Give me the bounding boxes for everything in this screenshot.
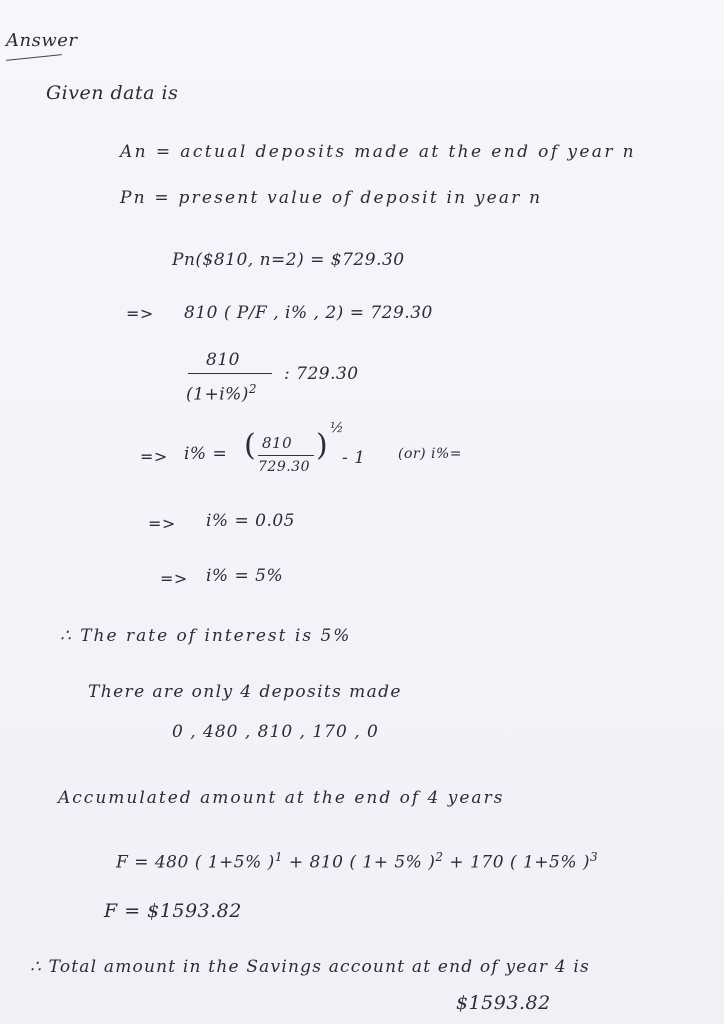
step-pf-equation: 810 ( P/F , i% , 2) = 729.30 xyxy=(184,303,433,323)
accumulated-title: Accumulated amount at the end of 4 years xyxy=(58,788,505,808)
future-value-result: F = $1593.82 xyxy=(104,900,242,922)
formula-term-1: F = 480 ( 1+5% ) xyxy=(116,852,275,873)
step4-lhs: i% = xyxy=(184,444,228,464)
step-percent-rate: i% = 5% xyxy=(206,566,284,586)
formula-term-2: + 810 ( 1+ 5% ) xyxy=(282,852,436,873)
formula-term-3: + 170 ( 1+5% ) xyxy=(443,852,591,873)
step3-exponent: 2 xyxy=(248,382,258,396)
implies-arrow-3: => xyxy=(148,514,176,533)
step-decimal-rate: i% = 0.05 xyxy=(206,511,295,531)
deposits-count-line: There are only 4 deposits made xyxy=(88,682,402,702)
step4-denominator: 729.30 xyxy=(258,459,310,475)
step3-rhs: : 729.30 xyxy=(284,364,359,384)
formula-exp-2: 2 xyxy=(435,850,444,864)
step3-fraction-bar xyxy=(188,373,272,374)
step4-exponent: ½ xyxy=(330,420,345,436)
step3-numerator: 810 xyxy=(206,350,240,370)
deposits-values: 0 , 480 , 810 , 170 , 0 xyxy=(172,722,379,742)
answer-label: Answer xyxy=(6,30,78,51)
final-value: $1593.82 xyxy=(456,992,551,1014)
step4-left-paren: ( xyxy=(244,428,257,463)
definition-pn: Pn = present value of deposit in year n xyxy=(120,188,543,208)
step4-numerator: 810 xyxy=(262,434,293,452)
step4-right-paren: ) xyxy=(316,428,329,463)
rate-conclusion: ∴ The rate of interest is 5% xyxy=(60,626,352,646)
implies-arrow-2: => xyxy=(140,447,168,466)
implies-arrow-4: => xyxy=(160,569,188,588)
formula-exp-3: 3 xyxy=(590,850,599,864)
step4-fraction-bar xyxy=(258,455,314,456)
answer-underline xyxy=(6,54,62,61)
future-value-formula xyxy=(116,850,598,873)
step-present-value: Pn($810, n=2) = $729.30 xyxy=(172,250,405,270)
step3-den-text: (1+i%) xyxy=(186,384,249,405)
definition-an: An = actual deposits made at the end of year n xyxy=(120,142,636,162)
step4-rhs: - 1 xyxy=(342,448,366,468)
formula-exp-1: 1 xyxy=(274,850,283,864)
final-statement: ∴ Total amount in the Savings account at end of year 4 is xyxy=(30,957,590,977)
step4-note: (or) i%= xyxy=(398,446,463,462)
step3-denominator xyxy=(186,382,257,405)
implies-arrow-1: => xyxy=(126,304,154,323)
given-title: Given data is xyxy=(46,82,179,104)
